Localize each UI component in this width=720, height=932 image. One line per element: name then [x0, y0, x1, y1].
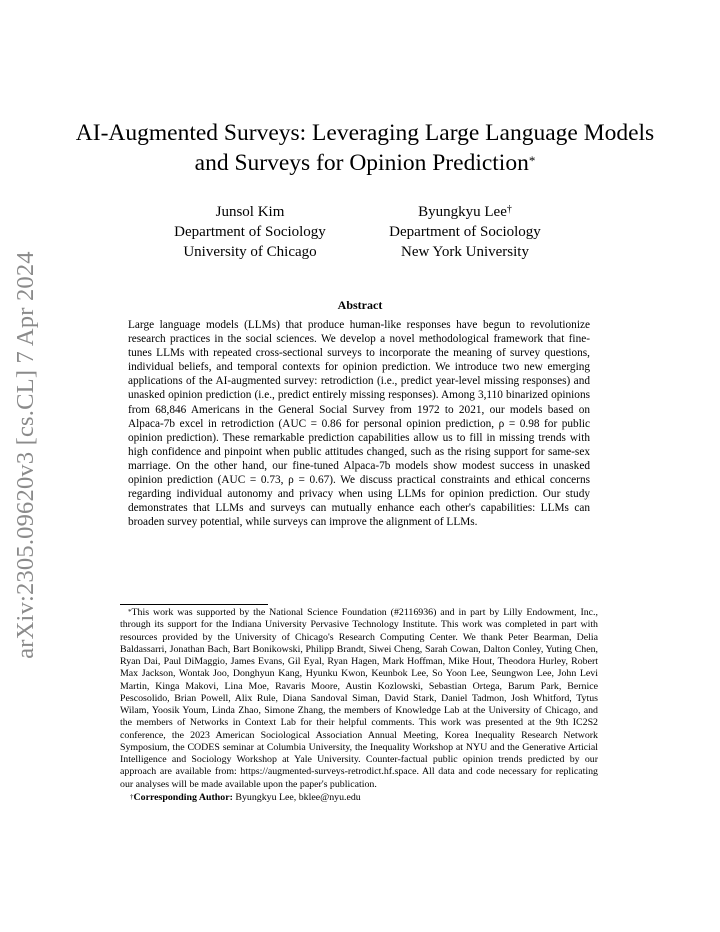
funding-footnote — [120, 607, 598, 791]
author-university: New York University — [401, 244, 529, 260]
footnotes — [120, 607, 598, 804]
author-name: Junsol Kim — [215, 204, 285, 220]
title-text: AI-Augmented Surveys: Leveraging Large Language Models and Surveys for Opinion Prediction — [75, 120, 655, 176]
author-block-2 — [365, 202, 565, 262]
author-department: Department of Sociology — [389, 224, 541, 240]
abstract-heading: Abstract — [337, 298, 383, 312]
author-block-1 — [150, 202, 350, 262]
corresponding-label: Corresponding Author: — [133, 791, 233, 803]
title-footnote-mark: * — [528, 153, 536, 168]
funding-footnote-mark: * — [128, 608, 132, 616]
corresponding-contact: Byungkyu Lee, bklee@nyu.edu — [232, 791, 361, 803]
arxiv-identifier: arXiv:2305.09620v3 [cs.CL] 7 Apr 2024 — [12, 251, 39, 659]
paper-title — [60, 118, 670, 178]
footnote-rule — [120, 604, 268, 605]
arxiv-sidebar-stamp — [6, 251, 46, 659]
corresponding-footnote — [120, 792, 598, 804]
abstract-text: Large language models (LLMs) that produce human-like responses have begun to revolutionize research practices in the social sciences. We develop a novel methodological framework that fine-tunes LLMs with repeated cross-sectional surveys to incorporate the meaning of survey questions, individual beliefs, and temporal contexts for opinion prediction. We introduce two new emerging applications of the AI-augmented survey: retrodiction (i.e., predict year-level missing responses) and unasked opinion prediction (i.e., predict entirely missing responses). Among 3,110 binarized opinions from 68,846 Americans in the General Social Survey from 1972 to 2021, our models based on Alpaca-7b excel in retrodiction (AUC = 0.86 for personal opinion prediction, ρ = 0.98 for public opinion prediction). These remarkable prediction capabilities allow us to fill in missing trends with high confidence and pinpoint when public attitudes changed, such as the rising support for same-sex marriage. On the other hand, our fine-tuned Alpaca-7b models show modest success in unasked opinion prediction (AUC = 0.73, ρ = 0.67). We discuss practical constraints and ethical concerns regarding individual autonomy and privacy when using LLMs for opinion prediction. Our study demonstrates that LLMs and surveys can mutually enhance each other's capabilities: LLMs can broaden survey potential, while surveys can improve the alignment of LLMs. — [128, 319, 590, 529]
corresponding-mark: † — [506, 204, 512, 215]
author-university: University of Chicago — [183, 244, 317, 260]
funding-footnote-text: This work was supported by the National Science Foundation (#2116936) and in part by Lilly Endowment, Inc., through its support for the Indiana University Pervasive Technology Institute. This work was completed in part with resources provided by the University of Chicago's Research Computing Center. We thank Peter Bearman, Delia Baldassarri, Jonathan Bach, Bart Bonikowski, Philipp Brandt, Siwei Cheng, Sarah Cowan, Dalton Conley, Yuting Chen, Ryan Dai, Paul DiMaggio, James Evans, Gil Eyal, Ryan Hagen, Mark Hoffman, Mike Hout, Theodora Hurley, Robert Max Jackson, Wontak Joo, Donghyun Kang, Hyunku Kwon, Keunbok Lee, So Yoon Lee, Seungwon Lee, John Levi Martin, Kinga Makovi, Lina Moe, Ravaris Moore, Austin Kozlowski, Sebastian Ortega, Barum Park, Bernice Pescosolido, Brian Powell, Alix Rule, Diana Sandoval Siman, David Stark, Daniel Tadmon, Josh Whitford, Tytus Wilam, Yoosik Youm, Linda Zhao, Simone Zhang, the members of Knowledge Lab at the University of Chicago, and the members of Networks in Context Lab for their helpful comments. This work was presented at the 9th IC2S2 conference, the 2023 American Sociological Association Annual Meeting, Korea Inequality Research Network Symposium, the CODES seminar at Columbia University, the Inequality Workshop at NYU and the Generative Articial Intelligence and Sociology Workshop at Yale University. Counter-factual public opinion trends predicted by our approach are available from: https://augmented-surveys-retrodict.hf.space. All data and code necessary for replicating our analyses will be made available upon the paper's publication. — [120, 607, 598, 790]
corresponding-footnote-mark: † — [130, 792, 134, 801]
author-department: Department of Sociology — [174, 224, 326, 240]
abstract-body — [128, 318, 590, 529]
author-name: Byungkyu Lee† — [418, 204, 512, 220]
